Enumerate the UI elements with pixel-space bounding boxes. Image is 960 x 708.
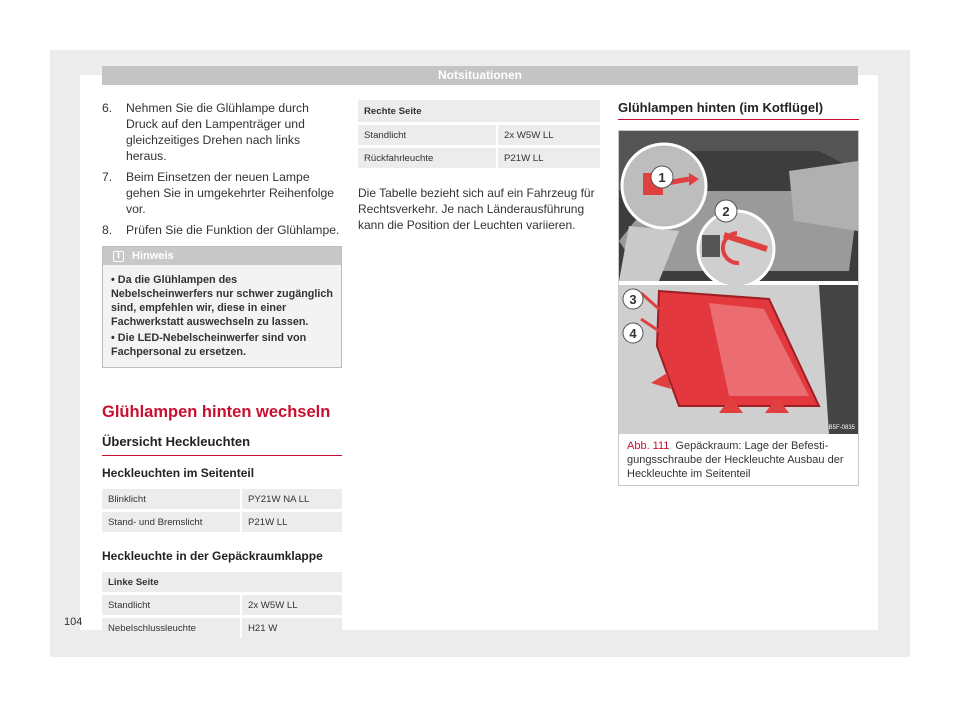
section-title: Glühlampen hinten wechseln bbox=[102, 403, 331, 421]
callout-label: 1 bbox=[658, 170, 666, 185]
section-subtitle: Übersicht Heckleuchten bbox=[102, 434, 342, 456]
table-cell: Stand- und Bremslicht bbox=[102, 512, 242, 532]
step-text: Prüfen Sie die Funktion der Glühlampe. bbox=[126, 223, 340, 237]
column-right bbox=[618, 100, 859, 486]
step-text: Beim Einsetzen der neuen Lampe gehen Sie in umgekehrter Reihenfolge vor. bbox=[126, 170, 335, 216]
table-side bbox=[102, 486, 342, 535]
note-title: Hinweis bbox=[132, 250, 174, 262]
note-body bbox=[103, 265, 341, 367]
step-text: Nehmen Sie die Glühlampe durch Druck auf den Lampenträger und gleichzeitiges Drehen nach links heraus. bbox=[126, 101, 309, 163]
table-cell: P21W LL bbox=[242, 512, 342, 532]
table-row bbox=[102, 618, 342, 638]
callout-label: 2 bbox=[722, 204, 730, 219]
table-cell: P21W LL bbox=[498, 148, 600, 168]
column-left bbox=[102, 100, 342, 641]
callout-label: 4 bbox=[629, 326, 637, 341]
table-right bbox=[358, 97, 600, 171]
step-number: 8. bbox=[102, 223, 113, 237]
chapter-header: Notsituationen bbox=[102, 66, 858, 85]
figure-label: Abb. 111 bbox=[627, 440, 670, 452]
table-row bbox=[102, 572, 342, 592]
list-item bbox=[102, 100, 342, 164]
info-icon: i bbox=[113, 251, 124, 262]
table-trunk bbox=[102, 569, 342, 641]
table-cell: 2x W5W LL bbox=[242, 595, 342, 615]
table-cell: Rückfahrleuchte bbox=[358, 148, 498, 168]
table-cell: Nebelschlussleuchte bbox=[102, 618, 242, 638]
table-row bbox=[102, 512, 342, 532]
column-middle bbox=[358, 100, 600, 233]
figure-code: B5F-0835 bbox=[828, 425, 855, 431]
table-header-cell: Linke Seite bbox=[102, 572, 342, 592]
list-item bbox=[102, 222, 342, 238]
note-item-text: Da die Glühlampen des Nebelscheinwerfers nur schwer zugänglich sind, empfehlen wir, diese in einer Fachwerkstatt auswechseln zu lassen. bbox=[111, 274, 334, 328]
table-row bbox=[102, 595, 342, 615]
callout-label: 3 bbox=[629, 292, 637, 307]
figure-caption bbox=[619, 434, 858, 485]
note-item: • Da die Glühlampen des Nebelscheinwerfers nur schwer zugänglich sind, empfehlen wir, diese in einer Fachwerkstatt auswechseln zu lassen. bbox=[111, 274, 334, 328]
table-cell: PY21W NA LL bbox=[242, 489, 342, 509]
table-header-cell: Rechte Seite bbox=[358, 100, 600, 122]
steps-list bbox=[102, 100, 342, 238]
table-row bbox=[358, 125, 600, 145]
table-trunk-title: Heckleuchte in der Gepäckraumklappe bbox=[102, 549, 323, 563]
table-cell: Standlicht bbox=[102, 595, 242, 615]
step-number: 6. bbox=[102, 101, 113, 115]
trunk-illustration bbox=[619, 131, 858, 434]
note-header bbox=[103, 247, 341, 265]
figure-heading: Glühlampen hinten (im Kotflügel) bbox=[618, 100, 859, 120]
note-item-text: Die LED-Nebelscheinwerfer sind von Fachpersonal zu ersetzen. bbox=[111, 332, 307, 358]
page-number: 104 bbox=[64, 616, 83, 628]
table-row bbox=[358, 148, 600, 168]
table-cell: Blinklicht bbox=[102, 489, 242, 509]
screw-mount bbox=[702, 235, 720, 257]
figure bbox=[618, 130, 859, 486]
figure-caption-text: Gepäckraum: Lage der Befestigungsschraube der Heckleuchte Ausbau der Heckleuchte im Seitenteil bbox=[627, 440, 844, 480]
table-row bbox=[102, 489, 342, 509]
table-cell: 2x W5W LL bbox=[498, 125, 600, 145]
table-cell: H21 W bbox=[242, 618, 342, 638]
note-item: • Die LED-Nebelscheinwerfer sind von Fachpersonal zu ersetzen. bbox=[111, 332, 307, 358]
table-cell: Standlicht bbox=[358, 125, 498, 145]
table-note-paragraph: Die Tabelle bezieht sich auf ein Fahrzeug für Rechtsverkehr. Je nach Länderausführung kann die Position der Leuchten variieren. bbox=[358, 186, 595, 232]
trunk-side-wall bbox=[789, 161, 858, 231]
list-item bbox=[102, 169, 342, 217]
table-row bbox=[358, 100, 600, 122]
table-side-title: Heckleuchten im Seitenteil bbox=[102, 466, 255, 480]
note-box bbox=[102, 246, 342, 368]
step-number: 7. bbox=[102, 170, 113, 184]
